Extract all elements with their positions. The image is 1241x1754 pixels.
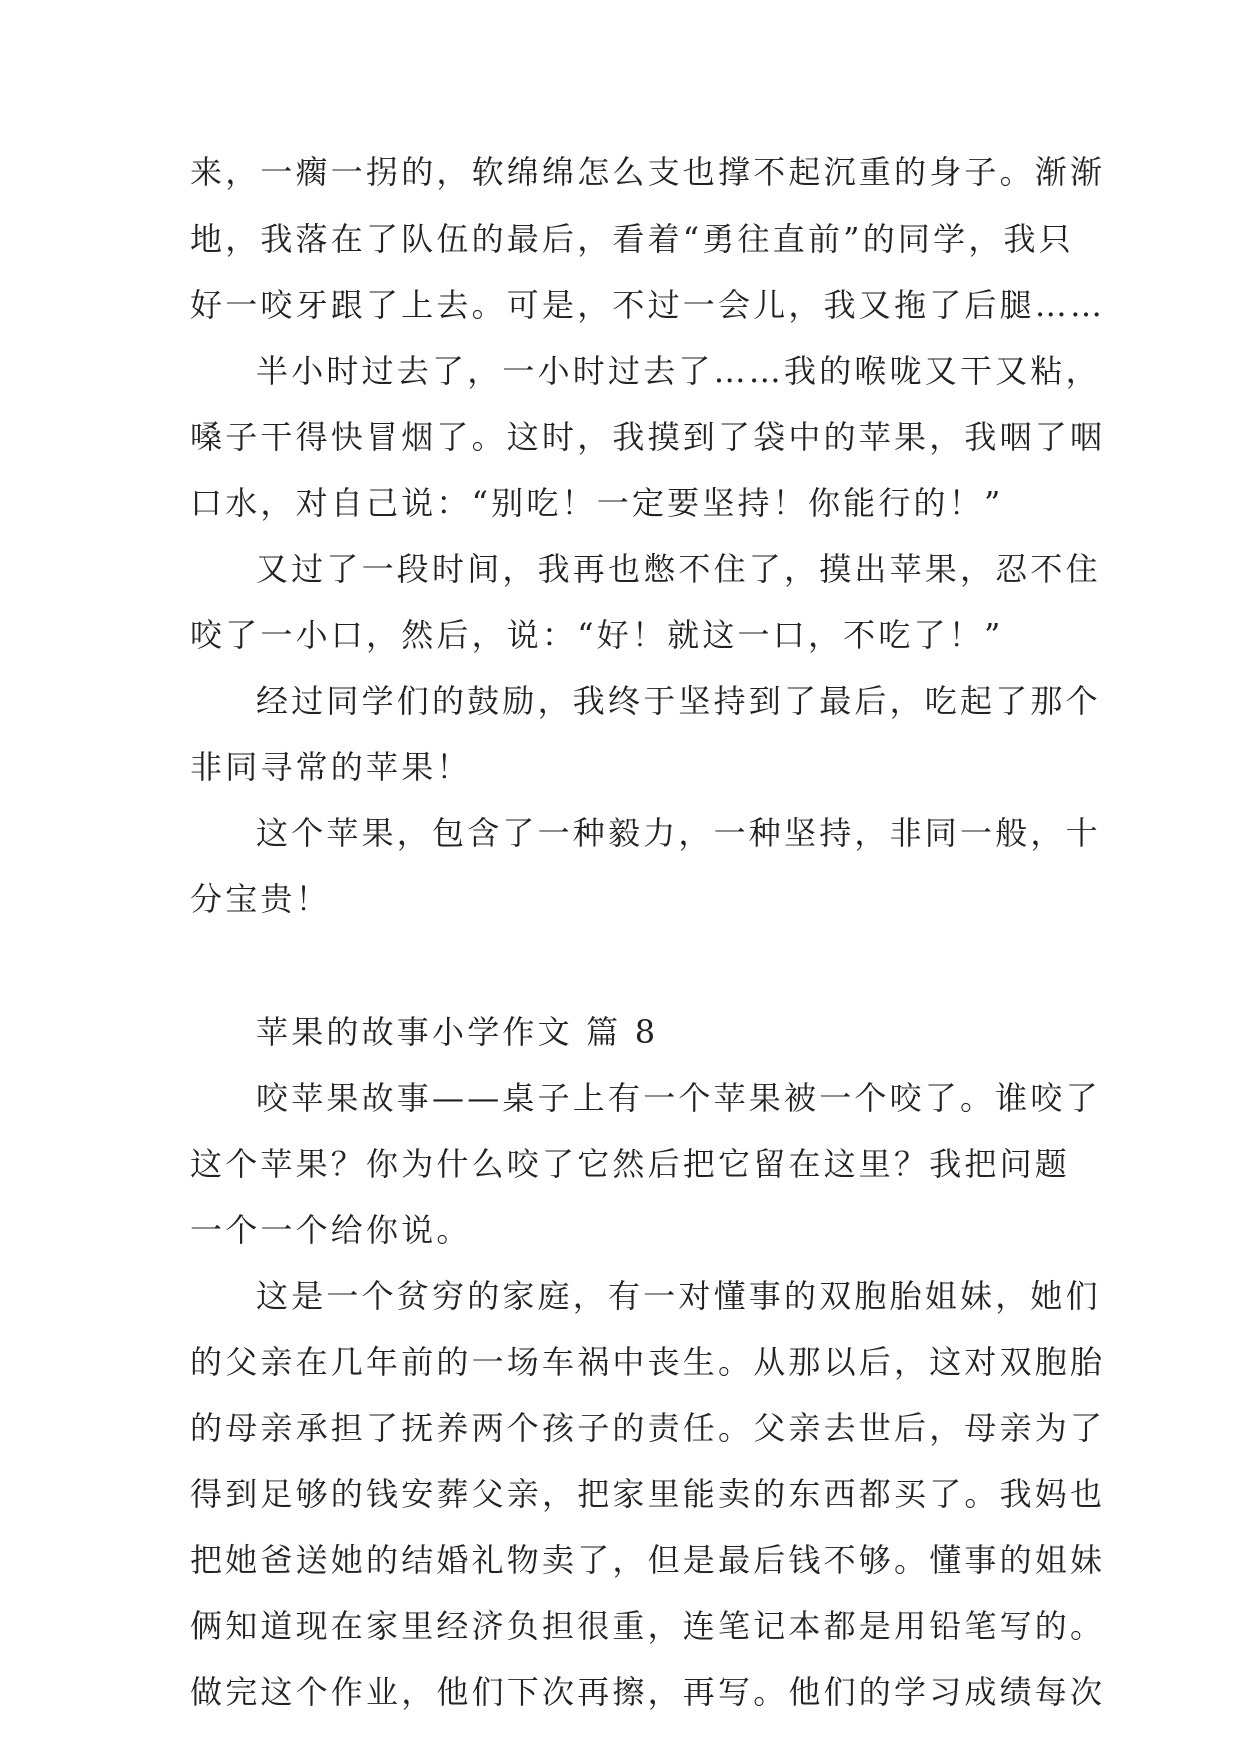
- text-line: 好一咬牙跟了上去。可是，不过一会儿，我又拖了后腿……: [190, 286, 1106, 324]
- text-line: 做完这个作业，他们下次再擦，再写。他们的学习成绩每次: [190, 1673, 1106, 1711]
- text-line: 的母亲承担了抚养两个孩子的责任。父亲去世后，母亲为了: [190, 1409, 1106, 1447]
- text-line: 嗓子干得快冒烟了。这时，我摸到了袋中的苹果，我咽了咽: [190, 418, 1106, 456]
- text-line: 这个苹果，包含了一种毅力，一种坚持，非同一般，十: [256, 814, 1101, 852]
- text-line: 口水，对自己说：“别吃！一定要坚持！你能行的！”: [190, 484, 1004, 522]
- text-line: 经过同学们的鼓励，我终于坚持到了最后，吃起了那个: [256, 682, 1101, 720]
- text-line: 这是一个贫穷的家庭，有一对懂事的双胞胎姐妹，她们: [256, 1277, 1101, 1315]
- text-line: 非同寻常的苹果！: [190, 748, 472, 786]
- text-line: 的父亲在几年前的一场车祸中丧生。从那以后，这对双胞胎: [190, 1343, 1106, 1381]
- text-line: 俩知道现在家里经济负担很重，连笔记本都是用铅笔写的。: [190, 1607, 1106, 1645]
- text-line: 咬了一小口，然后，说：“好！就这一口，不吃了！”: [190, 616, 1004, 654]
- text-line: 分宝贵！: [190, 880, 331, 918]
- text-line: 咬苹果故事——桌子上有一个苹果被一个咬了。谁咬了: [256, 1079, 1101, 1117]
- text-line: 又过了一段时间，我再也憋不住了，摸出苹果，忍不住: [256, 550, 1101, 588]
- text-line: 来，一瘸一拐的，软绵绵怎么支也撑不起沉重的身子。渐渐: [190, 153, 1106, 191]
- text-line: 半小时过去了，一小时过去了……我的喉咙又干又粘，: [256, 352, 1101, 390]
- section-heading: 苹果的故事小学作文 篇 8: [256, 1013, 659, 1051]
- text-line: 一个一个给你说。: [190, 1211, 472, 1249]
- text-line: 得到足够的钱安葬父亲，把家里能卖的东西都买了。我妈也: [190, 1475, 1106, 1513]
- text-line: 地，我落在了队伍的最后，看着“勇往直前”的同学，我只: [190, 220, 1074, 258]
- text-line: 把她爸送她的结婚礼物卖了，但是最后钱不够。懂事的姐妹: [190, 1541, 1106, 1579]
- text-line: 这个苹果？你为什么咬了它然后把它留在这里？我把问题: [190, 1145, 1071, 1183]
